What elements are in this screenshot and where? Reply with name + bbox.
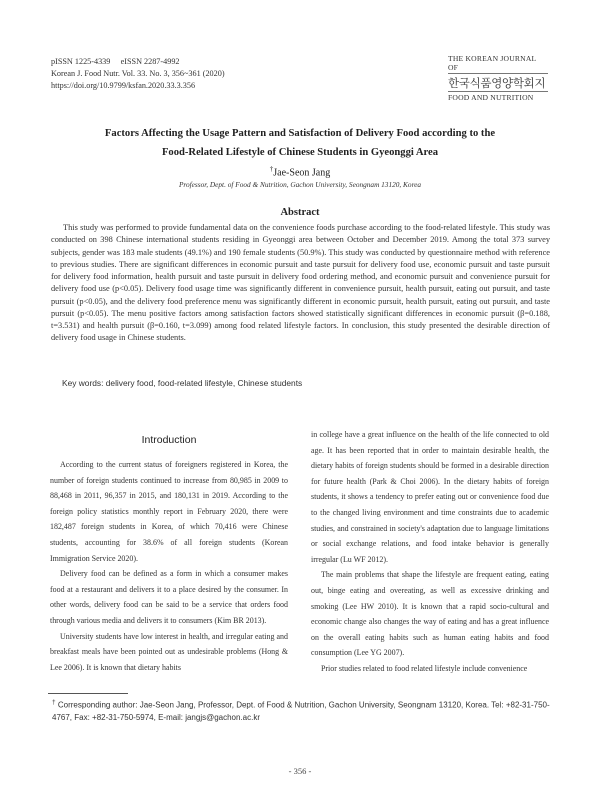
title-line-2: Food-Related Lifestyle of Chinese Students in Gyeonggi Area	[161, 147, 439, 158]
footnote-text: Corresponding author: Jae-Seon Jang, Professor, Dept. of Food & Nutrition, Gachon University, Seongnam 13120, Korea. Tel: +82-31-750-4767, Fax: +82-31-750-5974, E-mail: jangjs@gachon.ac.kr	[52, 700, 550, 723]
paragraph: The main problems that shape the lifestyle are frequent eating, eating out, binge eating and overeating, as well as excessive drinking and smoking (Lee HW 2010). It is known that a rapid socio-cultural and economic change also changes the way of eating and has a great influence on the overall eating habits such as human eating habits and food consumption (Lee YG 2007).	[311, 570, 549, 658]
paragraph: According to the current status of foreigners registered in Korea, the number of foreign students continued to increase from 80,985 in 2009 to 88,468 in 2011, 96,357 in 2015, and 180,131 in 2019. According to the foreign policy statistics monthly report in February 2020, there were 182,487 foreign students in Korea, of which 70,416 were Chinese students, accounting for 38.6% of all foreign students (Korean Immigration Service 2020).	[50, 460, 288, 563]
journal-logo	[448, 54, 548, 102]
paragraph: University students have low interest in health, and irregular eating and breakfast meals have been pointed out as undesirable problems (Hong & Lee 2006). It is known that dietary habits	[50, 631, 288, 672]
paragraph: in college have a great influence on the health of the life connected to old age. It has been reported that in order to maintain desirable health, the dietary habits of foreign students should be formed in a desirable direction for future health (Park & Choi 2006). In the dietary habits of foreign students, it shows a tendency to prefer eating out or convenience food due to the changed living environment and time constraints due to academic studies, and constrained in society's adaptation due to language limitations or social exchange relations, and food intake behavior is generally irregular (Lu WF 2012).	[311, 430, 549, 564]
journal-line-1: THE KOREAN JOURNAL OF	[448, 54, 548, 74]
citation-header	[51, 56, 225, 92]
doi-link[interactable]: https://doi.org/10.9799/ksfan.2020.33.3.356	[51, 81, 196, 90]
citation-line: Korean J. Food Nutr. Vol. 33. No. 3, 356~361 (2020)	[51, 69, 225, 78]
author-name	[0, 165, 600, 178]
paragraph: Delivery food can be defined as a form in which a consumer makes food at a restaurant and delivers it to a place desired by the consumer. In other words, delivery food can be said to be a service that orders food through various media and delivers it to consumers (Kim BR 2013).	[50, 569, 288, 625]
author-name-text: Jae-Seon Jang	[273, 167, 331, 179]
left-column	[50, 431, 288, 675]
author-mark: †	[269, 165, 274, 173]
issn-line: pISSN 1225-4339 eISSN 2287-4992	[51, 57, 180, 66]
introduction-heading: Introduction	[141, 434, 197, 446]
page-number: - 356 -	[288, 766, 312, 776]
author-affiliation: Professor, Dept. of Food & Nutrition, Gachon University, Seongnam 13120, Korea	[178, 180, 422, 189]
footnote-mark: †	[52, 699, 56, 706]
journal-line-3: FOOD AND NUTRITION	[448, 91, 548, 102]
right-column	[311, 427, 549, 677]
abstract-text: This study was performed to provide fundamental data on the convenience foods purchase according to the food-related lifestyle. This study was conducted on 398 Chinese international students residing in Gyeonggi area between October and December 2019. Among the total 373 survey subjects, gender was 183 male students (49.1%) and 190 female students (50.9%). This study was conducted by questionnaire method with reference to previous studies. There are significant differences in economic pursuit and taste pursuit for delivery food use, economic pursuit and taste pursuit for delivery food information, health pursuit and taste pursuit in delivery food ordering method, and economic pursuit and convenience pursuit for delivery food use (p<0.05). Delivery food usage time was significantly different in convenience pursuit, health pursuit, eating out pursuit, and taste pursuit (p<0.05), and the delivery food preference menu was significantly different in economic pursuit, health pursuit, eating out pursuit, and taste pursuit (p<0.05). The menu positive factors among satisfaction factors showed statistically significant differences in economic pursuit (β=0.188, t=3.531) and health pursuit (β=0.160, t=3.099) among food related lifestyle factors. In conclusion, this study presented the desirable direction of delivery food usage in Chinese students.	[51, 223, 550, 343]
corresponding-author-footnote	[52, 697, 550, 725]
paper-title	[40, 124, 560, 162]
keywords: Key words: delivery food, food-related lifestyle, Chinese students	[62, 378, 303, 388]
abstract-heading: Abstract	[280, 207, 320, 218]
footnote-divider	[48, 693, 128, 694]
title-line-1: Factors Affecting the Usage Pattern and Satisfaction of Delivery Food according to the	[104, 128, 496, 139]
journal-korean-title: 한국식품영양학회지	[448, 76, 546, 90]
paragraph: Prior studies related to food related lifestyle include convenience	[321, 663, 528, 673]
